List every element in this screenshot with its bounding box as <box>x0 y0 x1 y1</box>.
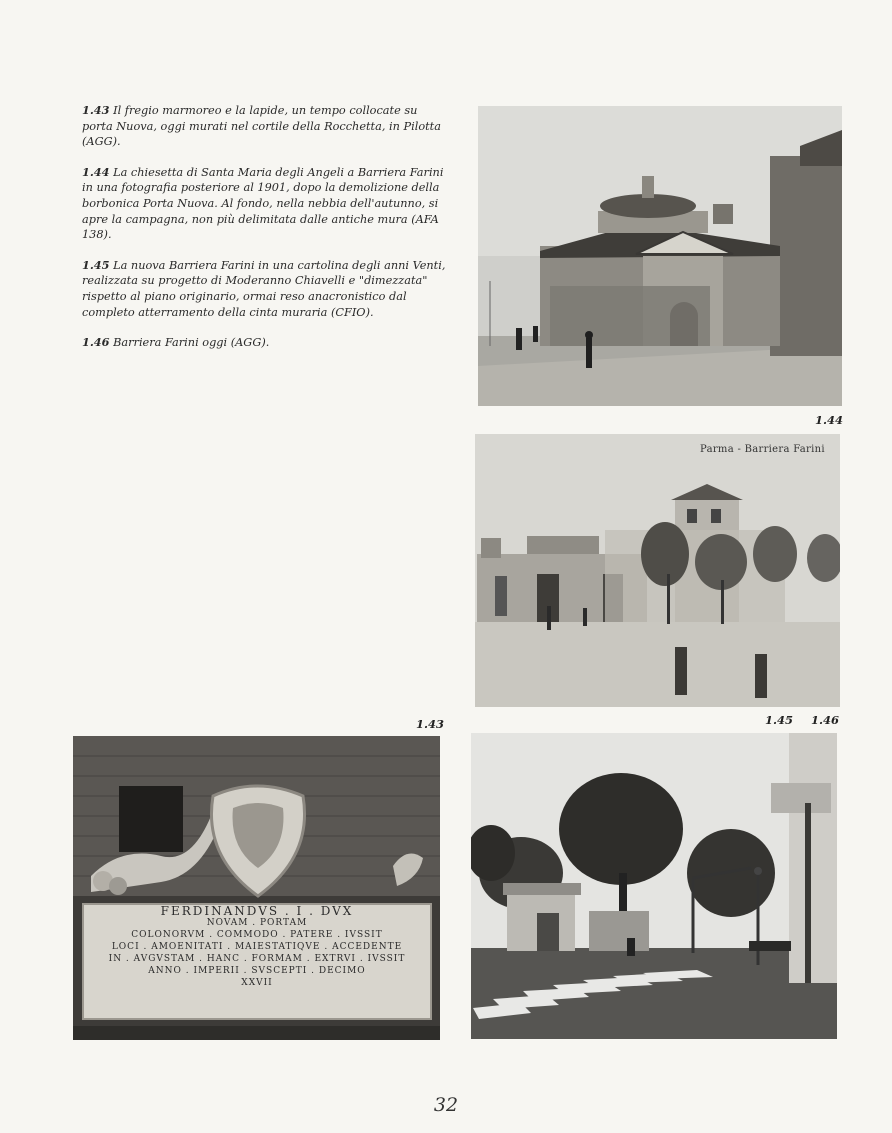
caption-1-45 <box>82 258 450 320</box>
church-illustration <box>478 106 842 406</box>
caption-1-46 <box>82 335 450 351</box>
captions-block <box>82 103 450 366</box>
photo-barriera-farini-today <box>471 733 837 1039</box>
figure-label-1-43: 1.43 <box>416 717 445 731</box>
caption-number: 1.45 <box>82 257 110 272</box>
inscription-line: LOCI . AMOENITATI . MAIESTATIQVE . ACCEDENTE <box>111 942 403 952</box>
inscription-line: ANNO . IMPERII . SVSCEPTI . DECIMO <box>148 966 366 976</box>
photo-barriera-farini-postcard <box>475 434 840 707</box>
inscription-line: FERDINANDVS . I . DVX <box>160 904 354 918</box>
modern-illustration <box>471 733 837 1039</box>
figure-label-1-46: 1.46 <box>811 713 840 727</box>
caption-text: La chiesetta di Santa Maria degli Angeli a Barriera Farini in una fotografia posteriore al 1901, dopo la demolizione della borbonica Porta Nuova. Al fondo, nella nebbia dell'autunno, si apre la campagna, non più delimitata dalle antiche mura (AFA 138). <box>82 165 444 242</box>
caption-number: 1.43 <box>82 103 110 117</box>
inscription-line: IN . AVGVSTAM . HANC . FORMAM . EXTRVI . IVSSIT <box>108 954 406 964</box>
inscription-line: COLONORVM . COMMODO . PATERE . IVSSIT <box>131 930 383 940</box>
photo-church-santa-maria <box>478 106 842 406</box>
caption-text: Il fregio marmoreo e la lapide, un tempo collocate su porta Nuova, oggi murati nel cortile della Rocchetta, in Pilotta (AGG). <box>82 104 441 149</box>
inscription-text <box>84 905 430 1020</box>
caption-1-44 <box>82 165 450 243</box>
inscription-line: NOVAM . PORTAM <box>206 918 308 928</box>
inscription-line: XXVII <box>241 978 273 988</box>
caption-1-43 <box>82 103 450 150</box>
caption-text: La nuova Barriera Farini in una cartolina degli anni Venti, realizzata su progetto di Moderanno Chiavelli e "dimezzata" rispetto al piano originario, ormai reso anacronistico dal completo atterramento della cinta muraria (CFIO). <box>82 258 446 319</box>
caption-number: 1.46 <box>82 335 110 350</box>
page-number: 32 <box>433 1094 459 1116</box>
postcard-illustration <box>475 434 840 707</box>
figure-label-1-44: 1.44 <box>815 413 844 427</box>
postcard-printed-caption: Parma - Barriera Farini <box>700 444 825 455</box>
figure-label-1-45: 1.45 <box>765 713 794 727</box>
caption-number: 1.44 <box>82 164 110 179</box>
caption-text: Barriera Farini oggi (AGG). <box>113 336 270 350</box>
